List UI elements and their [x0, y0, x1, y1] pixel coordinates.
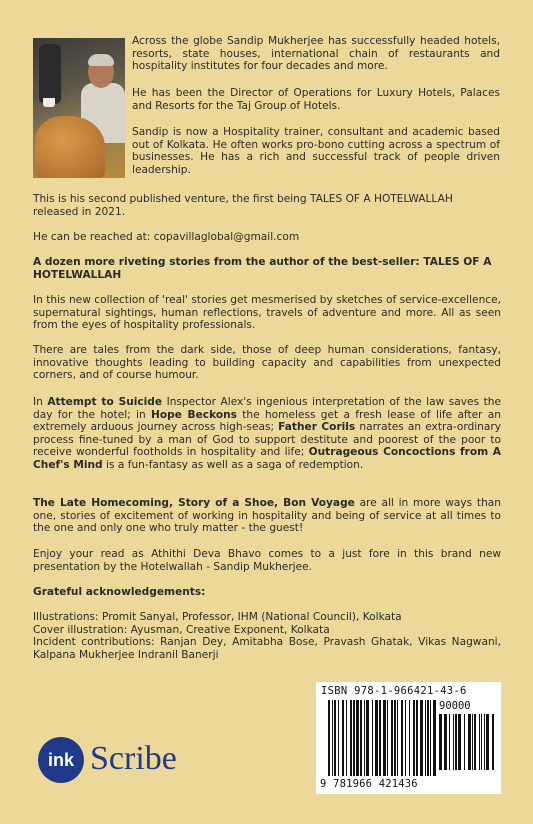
- story-text: are all in more ways than one, stories of excitement of working in hospitality and being of service at all times to the one and only one who truly matter - the guest!: [33, 497, 501, 535]
- ean-number: 9 781966 421436: [320, 778, 418, 790]
- author-hair: [88, 54, 114, 66]
- venture-paragraph: This is his second published venture, the first being TALES OF A HOTELWALLAH released in 2021.: [33, 193, 453, 218]
- tales-paragraph: There are tales from the dark side, those of deep human considerations, fantasy, innovative thoughts leading to building capacity and capabilities from unexpected corners, and of course humour.: [33, 344, 501, 382]
- bio-paragraph-3: Sandip is now a Hospitality trainer, consultant and academic based out of Kolkata. He often works pro-bono cutting across a spectrum of businesses. He has a rich and successful track of people driven leadership.: [132, 126, 500, 176]
- price-code: 90000: [439, 700, 471, 712]
- stories-paragraph: In Attempt to Suicide Inspector Alex's ingenious interpretation of the law saves the day for the hotel; in Hope Beckons the homeless get a fresh lease of life after an extremely arduous journey across high-seas; Father Corils narrates an extra-ordinary process fine-tuned by a man of God to support destitute and poorest of the poor to receive wonderful footholds in hospitality and life; Outrageous Concoctions from A Chef's Mind is a fun-fantasy as well as a saga of redemption.: [33, 396, 502, 471]
- credit-illustrations: Illustrations: Promit Sanyal, Professor, IHM (National Council), Kolkata: [33, 611, 402, 623]
- price-barcode-bars: [439, 714, 495, 772]
- isbn-number: ISBN 978-1-966421-43-6: [321, 685, 467, 697]
- credits-block: [33, 611, 501, 661]
- late-homecoming-paragraph: [33, 497, 501, 535]
- statue-figure: [39, 44, 61, 104]
- contact-line: He can be reached at: copavillaglobal@gmail.com: [33, 231, 300, 243]
- story-text: the homeless get a fresh lease of life after an extremely arduous journey across high-seas;: [33, 408, 502, 434]
- author-photo: [33, 38, 125, 178]
- tagline: A dozen more riveting stories from the author of the best-seller: TALES OF A HOTELWALLAH: [33, 256, 492, 281]
- credit-incident: Incident contributions: Ranjan Dey, Amitabha Bose, Pravash Ghatak, Vikas Nagwani, Kalpana Mukherjee Indranil Banerji: [33, 636, 501, 661]
- acknowledgements-heading: Grateful acknowledgements:: [33, 586, 206, 598]
- story-title: Attempt to Suicide: [47, 396, 163, 408]
- publisher-logo: [38, 735, 198, 785]
- credit-cover: Cover illustration: Ayusman, Creative Exponent, Kolkata: [33, 623, 330, 636]
- bio-paragraph-1: Across the globe Sandip Mukherjee has successfully headed hotels, resorts, state houses, international chain of restaurants and hospitality institutes for four decades and more.: [132, 35, 500, 73]
- story-titles: The Late Homecoming, Story of a Shoe, Bon Voyage: [33, 497, 355, 509]
- tea-cup: [43, 98, 55, 107]
- ink-logo-mark: ink: [38, 737, 84, 783]
- golden-retriever: [35, 116, 105, 178]
- story-title: Outrageous Concoctions from A Chef's Mind: [33, 446, 501, 471]
- enjoy-paragraph: Enjoy your read as Athithi Deva Bhavo comes to a just fore in this brand new presentation by the Hotelwallah - Sandip Mukherjee.: [33, 548, 501, 573]
- story-text: Inspector Alex's ingenious interpretation of the law saves the day for the hotel; in: [33, 396, 501, 421]
- isbn-barcode: [316, 682, 501, 794]
- ean-barcode-bars: [328, 700, 436, 778]
- story-title: Hope Beckons: [151, 408, 237, 421]
- story-text: narrates an extra-ordinary process fine-tuned by a man of God to support destitute and poorest of the poor to receive wonderful footholds in hospitality and life;: [33, 421, 501, 459]
- collection-paragraph: In this new collection of 'real' stories get mesmerised by sketches of service-excellence, supernatural sightings, human reflections, travels of adventure and more. All as seen from the eyes of hospitality professionals.: [33, 294, 501, 332]
- story-text: is a fun-fantasy as well as a saga of redemption.: [102, 458, 364, 471]
- bio-paragraph-2: He has been the Director of Operations for Luxury Hotels, Palaces and Resorts for the Taj Group of Hotels.: [132, 87, 500, 112]
- story-title: Father Corils: [278, 421, 356, 434]
- publisher-wordmark: Scribe: [90, 740, 177, 777]
